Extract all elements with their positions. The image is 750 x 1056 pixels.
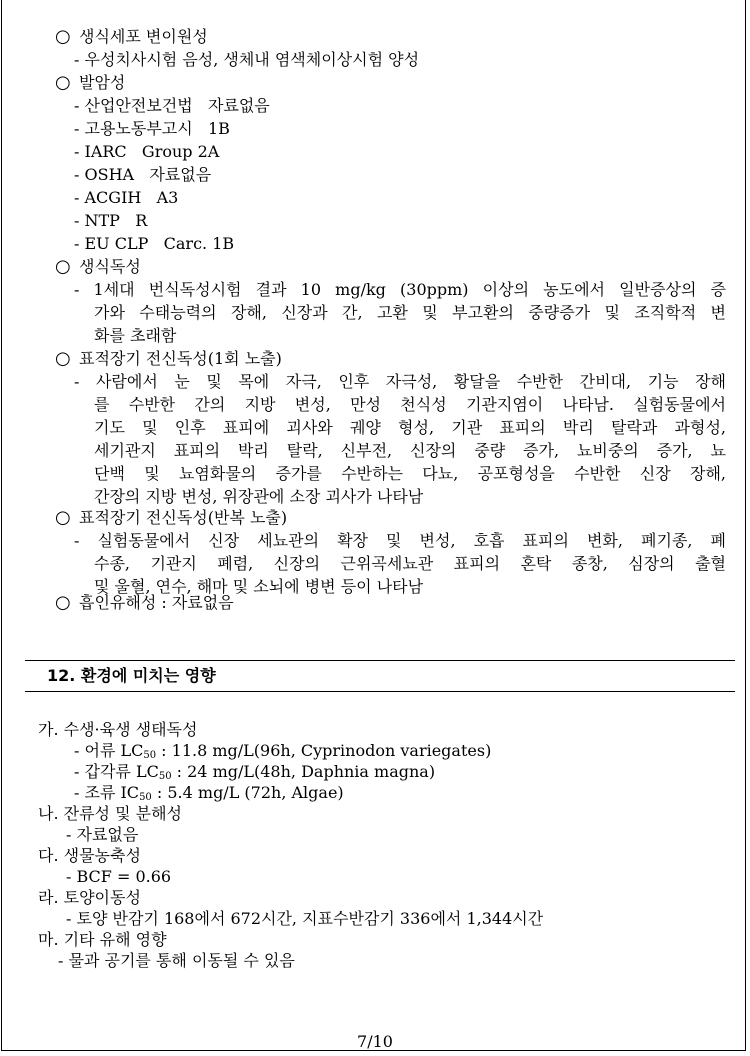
mobility-heading: 라. 토양이동성 (38, 888, 141, 907)
stot-repeated-heading: ○ 표적장기 전신독성(반복 노출) (55, 507, 288, 528)
circle-bullet-icon: ○ (55, 592, 71, 613)
other-effects-heading: 마. 기타 유해 영향 (38, 930, 167, 949)
text-line: 간장의 지방 변성, 위장관에 소장 괴사가 나타남 (94, 487, 424, 506)
persistence-detail: - 자료없음 (66, 825, 139, 844)
carcinogenicity-item: - 고용노동부고시 1B (74, 119, 230, 138)
carcinogenicity-item: - EU CLP Carc. 1B (74, 234, 235, 253)
carcinogenicity-item: - IARC Group 2A (74, 142, 220, 161)
circle-bullet-icon: ○ (55, 256, 71, 277)
text-line: 및 울혈, 연수, 해마 및 소뇌에 병변 등이 나타남 (94, 577, 424, 596)
carcinogenicity-item: - OSHA 자료없음 (74, 165, 212, 184)
germ-cell-detail: - 우성치사시험 음성, 생체내 염색체이상시험 양성 (74, 50, 420, 69)
page-number: 7/10 (357, 1032, 393, 1051)
aquatic-crustacea: - 갑각류 $LC_{50}$ : 24 mg/L(48h, Daphnia magna) (74, 762, 436, 782)
bioaccumulation-detail: - BCF = 0.66 (66, 867, 172, 886)
germ-cell-heading: ○ 생식세포 변이원성 (55, 26, 208, 47)
text-line: - 사람에서 눈 및 목에 자극, 인후 자극성, 황달을 수반한 간비대, 기능 장해 (74, 372, 726, 391)
other-effects-detail: - 물과 공기를 통해 이동될 수 있음 (58, 951, 295, 970)
aquatic-heading: 가. 수생·육생 생태독성 (38, 720, 198, 739)
carcinogenicity-item: - ACGIH A3 (74, 188, 179, 207)
reproductive-detail (74, 278, 726, 347)
stot-single-detail (74, 370, 726, 508)
aquatic-algae: - 조류 $IC_{50}$ : 5.4 mg/L (72h, Algae) (74, 783, 344, 803)
circle-bullet-icon: ○ (55, 507, 71, 528)
bioaccumulation-heading: 다. 생물농축성 (38, 846, 141, 865)
circle-bullet-icon: ○ (55, 348, 71, 369)
persistence-heading: 나. 잔류성 및 분해성 (38, 804, 182, 823)
stot-single-heading: ○ 표적장기 전신독성(1회 노출) (55, 348, 282, 369)
stot-repeated-detail (74, 529, 726, 598)
text-line: 기도 및 인후 표피에 괴사와 궤양 형성, 기관 표피의 박리 탈락과 과형성, (94, 418, 726, 437)
reproductive-heading: ○ 생식독성 (55, 256, 141, 277)
mobility-detail: - 토양 반감기 168에서 672시간, 지표수반감기 336에서 1,344시간 (66, 909, 544, 928)
text-line: - 1세대 번식독성시험 결과 10 mg/kg (30ppm) 이상의 농도에서 일반증상의 증 (74, 280, 726, 299)
text-line: 화를 초래함 (94, 326, 177, 345)
circle-bullet-icon: ○ (55, 72, 71, 93)
text-line: 수종, 기관지 폐렴, 신장의 근위곡세뇨관 표피의 혼탁 종창, 심장의 출혈 (94, 554, 726, 573)
circle-bullet-icon: ○ (55, 26, 71, 47)
text-line: - 실험동물에서 신장 세뇨관의 확장 및 변성, 호흡 표피의 변화, 폐기종, 폐 (74, 531, 726, 550)
text-line: 단백 및 뇨염화물의 증가를 수반하는 다뇨, 공포형성을 수반한 신장 장해, (94, 464, 726, 483)
text-line: 를 수반한 간의 지방 변성, 만성 천식성 기관지염이 나타남. 실험동물에서 (94, 395, 726, 414)
text-line: 세기관지 표피의 박리 탈락, 신부전, 신장의 중량 증가, 뇨비중의 증가, 뇨 (94, 441, 726, 460)
aspiration-heading: ○ 흡인유해성 : 자료없음 (55, 592, 234, 613)
carcinogenicity-item: - 산업안전보건법 자료없음 (74, 96, 270, 115)
text-line: 가와 수태능력의 장해, 신장과 간, 고환 및 부고환의 중량증가 및 조직학적 변 (94, 303, 726, 322)
carcinogenicity-item: - NTP R (74, 211, 148, 230)
aquatic-fish: - 어류 $LC_{50}$ : 11.8 mg/L(96h, Cyprinodon variegates) (74, 741, 492, 761)
section-12-title: 12. 환경에 미치는 영향 (47, 666, 216, 685)
carcinogenicity-heading: ○ 발암성 (55, 72, 126, 93)
